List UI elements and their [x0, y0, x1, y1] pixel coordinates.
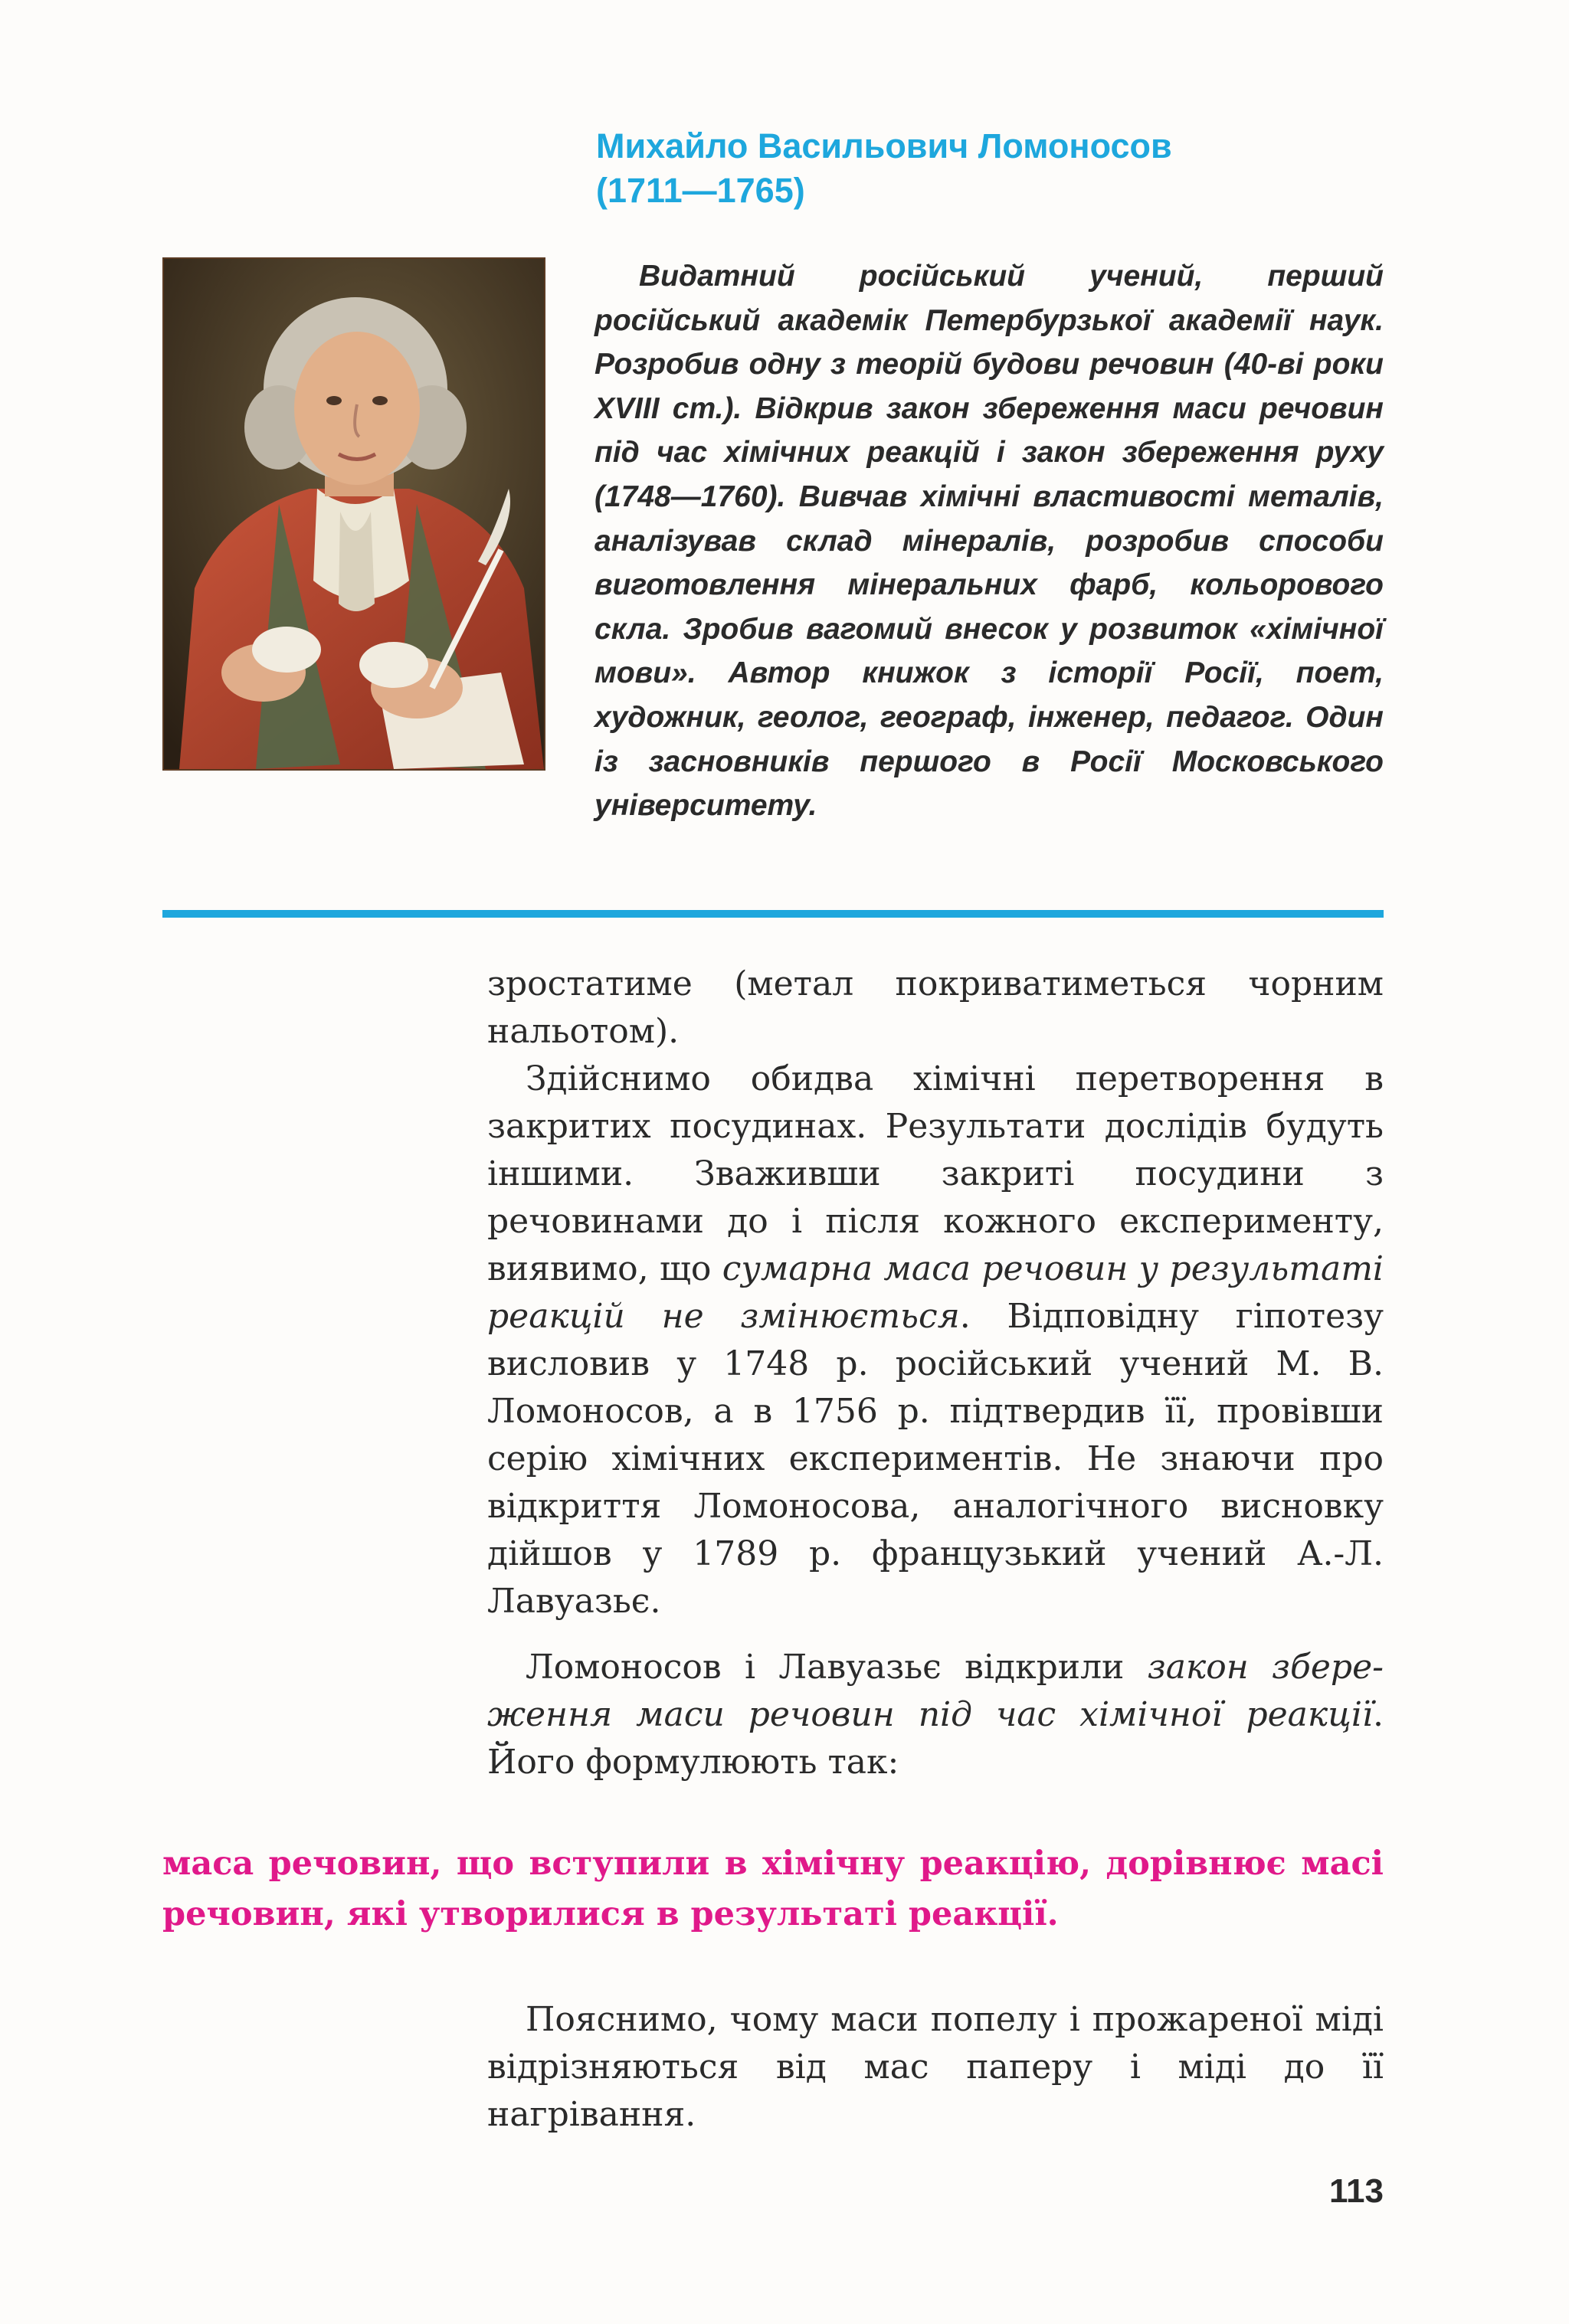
section-divider	[162, 910, 1384, 918]
law-statement: маса речовин, що вступили в хімічну реакцію, дорівнює масі речовин, які утворилися в результаті реакції.	[162, 1844, 1384, 1933]
paragraph-law-text-b: . Його формулюють так:	[487, 1695, 1384, 1782]
biography-years: (1711—1765)	[596, 171, 805, 210]
portrait-image	[164, 259, 544, 769]
paragraph-law-intro	[487, 1644, 1384, 1786]
law-name-emphasis: закон збереження маси речовин під час хімічної реакції	[487, 1648, 1384, 1734]
paragraph-law-text-a: Ломоносов і Лавуазьє відкрили	[526, 1648, 1148, 1687]
biography-text: Видатний російський учений, перший російський академік Петербурзької академії наук. Розробив одну з теорій будови речовин (40-ві роки XVIII ст.). Відкрив закон збереження маси речовин під час хімічних реакцій і закон збереження руху (1748—1760). Вивчав хімічні властивості металів, аналізував склад мінералів, розробив способи виготовлення мінеральних фарб, кольорового скла. Зробив вагомий внесок у розвиток «хімічної мови». Автор книжок з історії Росії, поет, художник, геолог, географ, інженер, педагог. Один із засновників першого в Росії Московського університету.	[595, 260, 1384, 823]
page-number: 113	[1329, 2172, 1384, 2210]
paragraph-explanation: Пояснимо, чому маси попелу і прожареної міді відрізняються від мас паперу і міді до її нагрівання.	[487, 2000, 1384, 2134]
paragraph-experiment	[487, 1056, 1384, 1625]
lomonosov-portrait	[162, 257, 545, 771]
biography-name: Михайло Васильович Ломоносов	[596, 126, 1172, 165]
biography-title	[596, 124, 1439, 213]
paragraph-experiment-text-b: . Відповідну гіпотезу висловив у 1748 р. російський учений М. В. Ломоносов, а в 1756 р. підтвердив її, провівши серію хімічних експериментів. Не знаючи про відкриття Ломоносова, аналогічного висновку дійшов у 1789 р. французький учений А.-Л. Лавуазьє.	[487, 1297, 1384, 1621]
paragraph-continuation: зростатиме (метал покриватиметься чорним нальотом).	[487, 964, 1384, 1051]
paragraph-experiment-text-a: Здійснимо обидва хімічні перетворення в закритих посудинах. Результати дослідів будуть іншими. Зваживши закриті посудини з речовинами до і після кожного експерименту, виявимо, що	[487, 1059, 1384, 1288]
paragraph-experiment-emphasis: сумарна маса речовин у результаті реакцій не змінюється	[487, 1249, 1384, 1336]
